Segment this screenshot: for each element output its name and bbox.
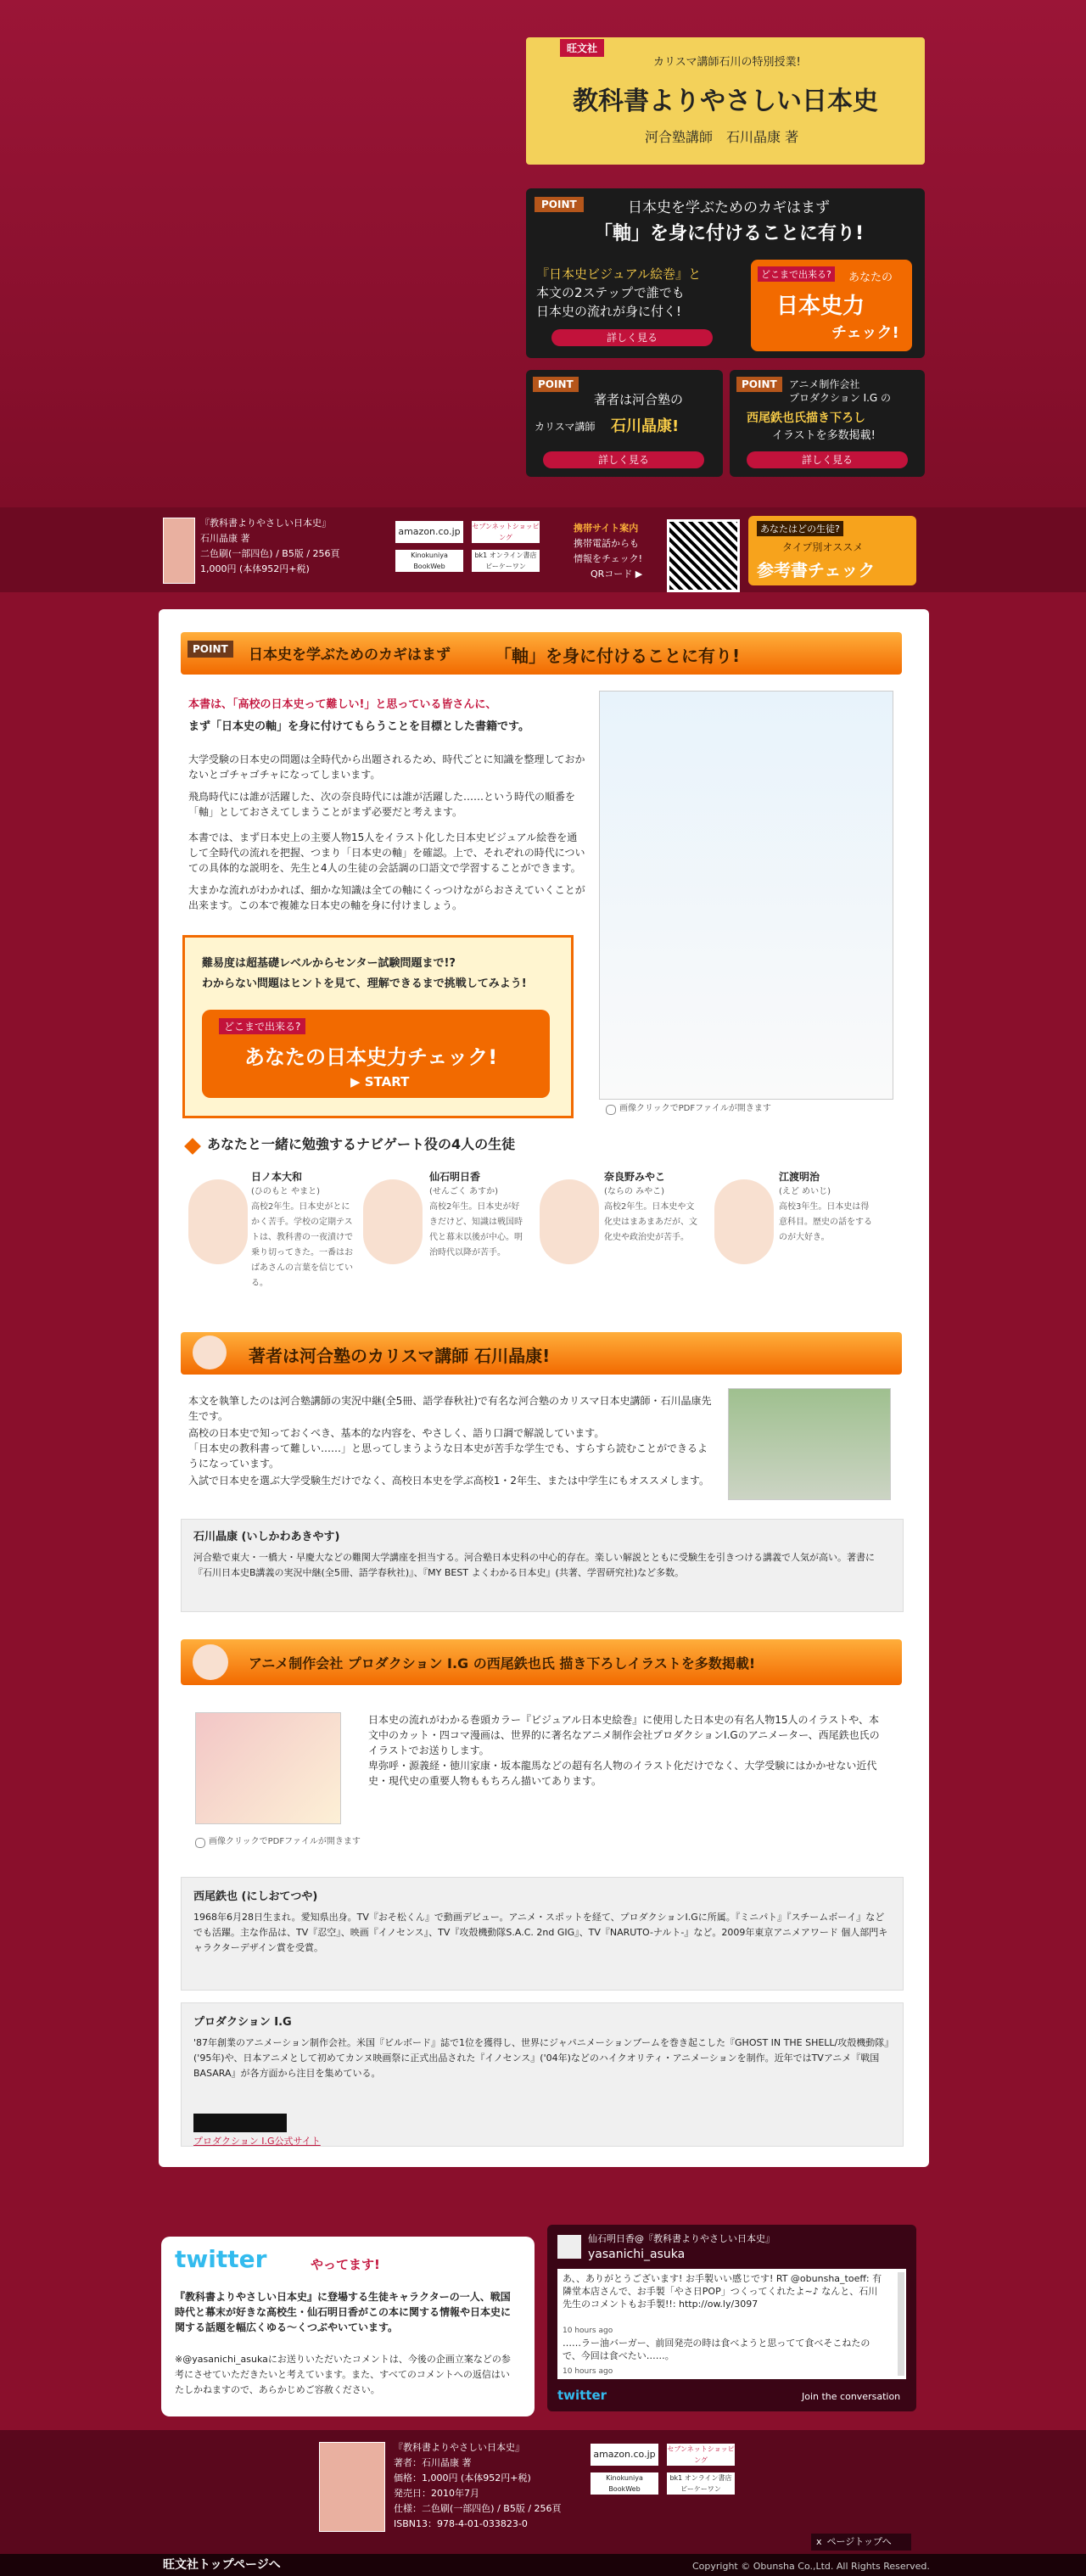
promo1-detail-button[interactable]: 詳しく見る bbox=[551, 329, 713, 346]
sec3-para-2: 卑弥呼・源義経・徳川家康・坂本龍馬などの超有名人物のイラスト化だけでなく、大学受験にはかかせない近代史・現代史の重要人物ももちろん描いてあります。 bbox=[368, 1760, 877, 1787]
sec1-para-3: 本書では、まず日本史上の主要人物15人をイラスト化した日本史ビジュアル絵巻を通して全時代の流れを把握、つまり「日本史の軸」を確認。上で、それぞれの時代についての具体的な説明を、先生と4人の生徒の会話調の口語文で学習することができます。 bbox=[188, 832, 585, 874]
promo-axis-card bbox=[526, 188, 925, 358]
twitter-body-1: 『教科書よりやさしい日本史』に登場する生徒キャラクターの一人、戦国時代と幕末が好きな高校生・仙石明日香がこの本に関する情報や日本史に関する話題を幅広くゆる〜くつぶやいています。 bbox=[175, 2291, 512, 2333]
stripe-book-author: 石川晶康 著 bbox=[200, 533, 250, 544]
student-avatar-1 bbox=[188, 1179, 248, 1264]
footer-isbn: ISBN13：978-4-01-033823-0 bbox=[394, 2518, 528, 2529]
check-badge[interactable] bbox=[751, 260, 912, 351]
close-x-icon: x bbox=[816, 2536, 822, 2547]
footer-book-title: 『教科書よりやさしい日本史』 bbox=[394, 2442, 524, 2453]
promo3-detail-button[interactable]: 詳しく見る bbox=[747, 451, 908, 468]
bk1-link[interactable]: bk1 オンライン書店 ビーケーワン bbox=[472, 550, 540, 572]
twitter-tag: やってます! bbox=[311, 2257, 380, 2272]
promo3-line-4: イラストを多数掲載! bbox=[772, 429, 876, 442]
illustration-preview-image[interactable] bbox=[195, 1712, 341, 1824]
point-badge-icon: POINT bbox=[535, 197, 584, 212]
promo-body-3: 日本史の流れが身に付く! bbox=[536, 304, 682, 319]
nishio-bio-box bbox=[181, 1877, 904, 1991]
check-small-label: どこまで出来る? bbox=[758, 266, 835, 282]
ig-text: '87年創業のアニメーション制作会社。米国『ビルボード』誌で1位を獲得し、世界にジャパニメーションブームを巻き起こした『GHOST IN THE SHELL/攻殻機動隊』('95年)や、日本アニメとして初めてカンヌ映画祭に正式出品された『イノセンス』('04年)などのハイクオリティ・アニメーションを制作。近年ではTVアニメ『戦国BASARA』が各方面から注目を集めている。 bbox=[193, 2037, 889, 2079]
seven-net-link[interactable]: セブンネットショッピング bbox=[472, 523, 540, 541]
mobile-line-1: 携帯電話からも bbox=[574, 538, 639, 549]
twitter-body-2: ※@yasanichi_asukaにお送りいただいたコメントは、今後の企画立案などの参考にさせていただきたいと考えています。また、すべてのコメントへの返信はいたしかねますので、あらかじめご容赦ください。 bbox=[175, 2354, 511, 2395]
start-label: ▶ START bbox=[350, 1074, 410, 1089]
tweet-1: あ、、ありがとうございます! お手製いい感じです! RT @obunsha_toeff: 有隣堂本店さんで、お手製「やさ日POP」つくってくれたよ~♪ なんと、石川先生のコメントもお手製!!: http://ow.ly/3097 bbox=[563, 2273, 882, 2310]
author-face-icon bbox=[193, 1336, 227, 1369]
stripe-book-price: 1,000円 (本体952円+税) bbox=[200, 563, 310, 574]
book-cover-thumbnail[interactable] bbox=[163, 518, 195, 584]
promo3-line-2: プロダクション I.G の bbox=[789, 392, 892, 404]
promo2-line-2: カリスマ講師 bbox=[535, 421, 596, 433]
sec1-para-4: 大まかな流れがわかれば、細かな知識は全ての軸にくっつけながらおさえていくことが出来ます。この本で複雑な日本史の軸を身に付けましょう。 bbox=[188, 884, 585, 911]
promo2-line-3: 石川晶康! bbox=[611, 417, 680, 435]
sec3-pdf-note: 画像クリックでPDFファイルが開きます bbox=[209, 1837, 361, 1846]
promo-body-2: 本文の2ステップで誰でも bbox=[536, 285, 685, 300]
start-small-label: どこまで出来る? bbox=[219, 1018, 305, 1034]
ig-official-link[interactable]: プロダクション I.G公式サイト bbox=[193, 2136, 321, 2147]
student-desc-4: 高校3年生。日本史は得意科目。歴史の話をするのが大好き。 bbox=[779, 1202, 872, 1242]
student-reading-2: (せんごく あすか) bbox=[429, 1187, 498, 1196]
author-bio-text: 河合塾で東大・一橋大・早慶大などの難関大学講座を担当する。河合塾日本史科の中心的存在。楽しい解説とともに受験生を引きつける講義で人気が高い。著書に『石川日本史B講義の実況中継(全5冊、語学春秋社)』、『MY BEST よくわかる日本史』(共著、学習研究社)など多数。 bbox=[193, 1552, 875, 1578]
promo3-line-3: 西尾鉄也氏描き下ろし bbox=[747, 412, 865, 425]
point-badge-icon: POINT bbox=[736, 377, 782, 392]
twitter-logo: twitter bbox=[175, 2245, 267, 2273]
qr-code-icon bbox=[667, 519, 740, 592]
twitter-info-box bbox=[161, 2237, 535, 2416]
student-name-4: 江渡明治 bbox=[779, 1171, 820, 1183]
author-line: 河合塾講師 石川晶康 著 bbox=[645, 129, 799, 145]
pdf-note-icon bbox=[195, 1838, 205, 1848]
check-mid-label: あなたの bbox=[848, 272, 893, 284]
level-line-1: 難易度は超基礎レベルからセンター試験問題まで!? bbox=[202, 957, 456, 970]
sec1-lead-1: 本書は、「高校の日本史って難しい!」と思っている皆さんに、 bbox=[188, 698, 497, 711]
promo3-line-1: アニメ制作会社 bbox=[789, 378, 860, 390]
promo-author-card bbox=[526, 370, 723, 477]
sec2-para-4: 入試で日本史を選ぶ大学受験生だけでなく、高校日本史を学ぶ高校1・2年生、または中学生にもオススメします。 bbox=[188, 1475, 709, 1487]
tweet-scrollbar[interactable] bbox=[898, 2272, 904, 2376]
promo-illustrator-card bbox=[730, 370, 925, 477]
amazon-link[interactable]: amazon.co.jp bbox=[395, 521, 463, 543]
section-bar-axis bbox=[181, 632, 902, 675]
join-conversation-link[interactable]: Join the conversation bbox=[802, 2391, 901, 2402]
point-badge-icon: POINT bbox=[533, 377, 579, 392]
section-bar-illustrator bbox=[181, 1639, 902, 1685]
promo-body-1: 『日本史ビジュアル絵巻』と bbox=[536, 266, 702, 282]
promo2-line-1: 著者は河合塾の bbox=[594, 392, 684, 407]
title-plate bbox=[526, 37, 925, 165]
bar-illustrator-text: アニメ制作会社 プロダクション I.G の西尾鉄也氏 描き下ろしイラストを多数掲載! bbox=[249, 1655, 756, 1672]
pdf-note: 画像クリックでPDFファイルが開きます bbox=[619, 1104, 771, 1113]
mobile-line-2: 情報をチェック! bbox=[574, 553, 643, 564]
stripe-book-title: 『教科書よりやさしい日本史』 bbox=[200, 518, 331, 529]
student-avatar-3 bbox=[540, 1179, 599, 1264]
sec3-para-1: 日本史の流れがわかる巻頭カラー『ビジュアル日本史絵巻』に使用した日本史の有名人物15人のイラストや、本文中のカット・四コマ漫画は、世界的に著名なアニメ制作会社プロダクションI.Gのアニメーター、西尾鉄也氏のイラストでお送りします。 bbox=[368, 1714, 880, 1756]
type-check-sub: タイプ別オススメ bbox=[782, 541, 864, 553]
kinokuniya-link[interactable]: Kinokuniya BookWeb bbox=[395, 550, 463, 572]
stripe-book-spec: 二色刷(一部四色) / B5版 / 256頁 bbox=[200, 548, 340, 559]
student-name-3: 奈良野みやこ bbox=[604, 1171, 666, 1183]
promo-headline-2: 「軸」を身に付けることに有り! bbox=[594, 223, 865, 244]
student-reading-3: (ならの みやこ) bbox=[604, 1187, 664, 1196]
copyright: Copyright © Obunsha Co.,Ltd. All Rights Reserved. bbox=[692, 2561, 930, 2572]
tweet-1-time: 10 hours ago bbox=[563, 2327, 613, 2335]
ig-bio-box bbox=[181, 2002, 904, 2147]
student-desc-3: 高校2年生。日本史や文化史はまあまあだが、文化史や政治史が苦手。 bbox=[604, 1202, 697, 1242]
check-end-label: チェック! bbox=[831, 324, 899, 342]
pdf-note-icon bbox=[606, 1105, 616, 1115]
twitter-widget-logo: twitter bbox=[557, 2388, 607, 2403]
subtitle: カリスマ講師石川の特別授業! bbox=[653, 56, 801, 69]
promo2-detail-button[interactable]: 詳しく見る bbox=[543, 451, 704, 468]
nishio-text: 1968年6月28日生まれ。愛知県出身。TV『おそ松くん』で動画デビュー。アニメ・スポットを経て、プロダクションI.Gに所属。『ミニパト』『スチームボーイ』などでも活躍。主な作品は、TV『忍空』、映画『イノセンス』、TV『攻殻機動隊S.A.C. 2nd GIG』、TV『NARUTO-ナルト-』など。2009年東京アニメアワード 個人部門キャラクターデザイン賞を受賞。 bbox=[193, 1912, 888, 1953]
sec1-para-2: 飛鳥時代には誰が活躍した、次の奈良時代には誰が活躍した……という時代の順番を「軸」としておさえてしまうことがまず必要だと考えます。 bbox=[188, 791, 576, 818]
check-big-label: 日本史力 bbox=[776, 294, 865, 319]
author-bio-name: 石川晶康 (いしかわあきやす) bbox=[193, 1531, 340, 1543]
student-name-1: 日ノ本大和 bbox=[251, 1171, 303, 1183]
nishio-name: 西尾鉄也 (にしおてつや) bbox=[193, 1890, 318, 1903]
twitter-widget-title: 仙石明日香@『教科書よりやさしい日本史』 bbox=[588, 2233, 775, 2244]
student-reading-1: (ひのもと やまと) bbox=[251, 1187, 320, 1196]
hint-check-start-button[interactable] bbox=[202, 1010, 550, 1098]
bar-axis-text-b: 「軸」を身に付けることに有り! bbox=[495, 646, 741, 666]
tweet-2: ……ラー油バーガー、前回発売の時は食べようと思ってて食べそこねたので、今回は食べたい……。 bbox=[563, 2338, 870, 2361]
type-check-button[interactable] bbox=[748, 516, 916, 585]
author-photo bbox=[728, 1388, 891, 1500]
type-check-big: 参考書チェック bbox=[757, 560, 876, 580]
sec1-lead-2: まず「日本史の軸」を身に付けてもらうことを目標とした書籍です。 bbox=[188, 720, 529, 733]
footer-price: 価格：1,000円 (本体952円+税) bbox=[394, 2472, 531, 2484]
footer-book-cover[interactable] bbox=[319, 2442, 385, 2532]
bar-author-text: 著者は河合塾のカリスマ講師 石川晶康! bbox=[249, 1346, 551, 1366]
bar-axis-text-a: 日本史を学ぶためのカギはまず bbox=[249, 647, 451, 664]
ig-name: プロダクション I.G bbox=[193, 2016, 292, 2029]
footer-amazon-link[interactable]: amazon.co.jp bbox=[591, 2444, 658, 2466]
sec2-para-3: 「日本史の教科書って難しい……」と思ってしまうような日本史が苦手な学生でも、すらすら読むことができるようになっています。 bbox=[188, 1442, 708, 1470]
publisher-badge: 旺文社 bbox=[560, 39, 604, 57]
footer-seven-net-link[interactable]: セブンネットショッピング bbox=[667, 2445, 735, 2464]
student-avatar-4 bbox=[714, 1179, 774, 1264]
footer-spec: 仕様：二色刷(一部四色) / B5版 / 256頁 bbox=[394, 2503, 562, 2514]
illustrator-face-icon bbox=[193, 1644, 228, 1680]
student-desc-2: 高校2年生。日本史が好きだけど、知識は戦国時代と幕末以後が中心。明治時代以降が苦手。 bbox=[429, 1202, 523, 1257]
twitter-widget-user[interactable]: yasanichi_asuka bbox=[588, 2248, 686, 2261]
student-reading-4: (えど めいじ) bbox=[779, 1187, 831, 1196]
author-bio-box bbox=[181, 1519, 904, 1612]
mobile-title: 携帯サイト案内 bbox=[574, 523, 639, 534]
students-heading: あなたと一緒に勉強するナビゲート役の4人の生徒 bbox=[207, 1136, 516, 1152]
start-main-label: あなたの日本史力チェック! bbox=[244, 1045, 498, 1069]
twitter-avatar bbox=[557, 2235, 581, 2259]
point-badge-icon: POINT bbox=[188, 641, 233, 658]
page-top-label: ページトップへ bbox=[826, 2536, 892, 2547]
twitter-widget bbox=[547, 2225, 916, 2411]
section-bar-author bbox=[181, 1332, 902, 1375]
textbook-preview-image[interactable] bbox=[599, 691, 893, 1100]
level-line-2: わからない問題はヒントを見て、理解できるまで挑戦してみよう! bbox=[202, 977, 527, 990]
type-check-question: あなたはどの生徒? bbox=[757, 521, 843, 536]
page-title: 教科書よりやさしい日本史 bbox=[573, 87, 878, 116]
footer-date: 発売日：2010年7月 bbox=[394, 2488, 479, 2499]
tweet-2-time: 10 hours ago bbox=[563, 2367, 613, 2376]
tweet-list bbox=[557, 2269, 906, 2379]
promo-headline-1: 日本史を学ぶためのカギはまず bbox=[628, 199, 830, 216]
footer-author: 著者：石川晶康 著 bbox=[394, 2457, 472, 2468]
student-name-2: 仙石明日香 bbox=[429, 1171, 481, 1183]
production-ig-logo bbox=[193, 2114, 287, 2132]
footer-kinokuniya-link[interactable]: Kinokuniya BookWeb bbox=[591, 2472, 658, 2495]
sec1-para-1: 大学受験の日本史の問題は全時代から出題されるため、時代ごとに知識を整理しておかないとゴチャゴチャになってしまいます。 bbox=[188, 753, 585, 781]
page-top-button[interactable] bbox=[811, 2534, 911, 2551]
footer-bk1-link[interactable]: bk1 オンライン書店 ビーケーワン bbox=[667, 2472, 735, 2495]
level-check-box bbox=[182, 935, 574, 1118]
student-avatar-2 bbox=[363, 1179, 423, 1264]
sec2-para-2: 高校の日本史で知っておくべき、基本的な内容を、やさしく、語り口調で解説しています。 bbox=[188, 1427, 605, 1439]
student-desc-1: 高校2年生。日本史がとにかく苦手。学校の定期テストは、教科書の一夜漬けで乗り切ってきた。一番はおばあさんの言葉を信じている。 bbox=[251, 1202, 353, 1288]
sec2-para-1: 本文を執筆したのは河合塾講師の実況中継(全5冊、語学春秋社)で有名な河合塾のカリスマ日本史講師・石川晶康先生です。 bbox=[188, 1395, 712, 1422]
mobile-line-3: QRコード ▶ bbox=[591, 568, 643, 580]
obunsha-top-link[interactable]: 旺文社トップページへ bbox=[163, 2558, 281, 2572]
